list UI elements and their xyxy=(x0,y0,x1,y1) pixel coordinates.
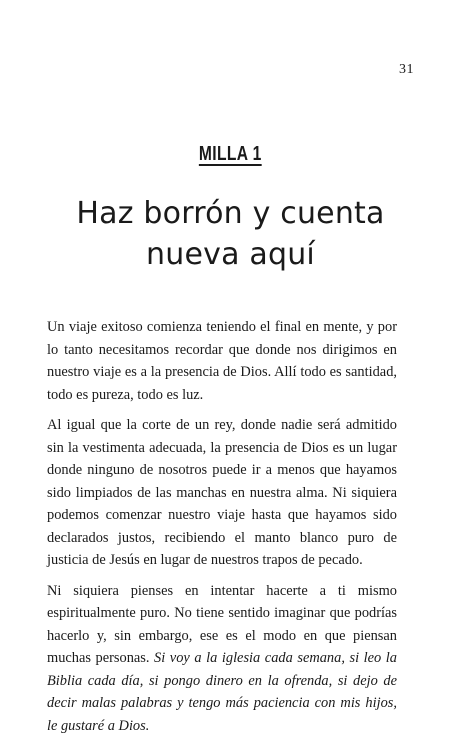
chapter-label: MILLA 1 xyxy=(199,143,262,165)
paragraph-3-italic: Si voy a la iglesia cada semana, si leo la Biblia cada día, si pongo dinero en la ofrenda, si dejo de decir malas palabras y tengo más paciencia con mis hijos, le gustaré a Dios. xyxy=(47,650,397,734)
paragraph-1 xyxy=(47,316,397,406)
body-text xyxy=(47,316,397,745)
chapter-title-line-2: nueva aquí xyxy=(146,237,315,272)
paragraph-2-text: Al igual que la corte de un rey, donde nadie será admitido sin la vestimenta adecuada, la presencia de Dios es un lugar donde ninguno de nosotros puede ir a menos que hayamos sido limpiados de las manchas en nuestra alma. Ni siquiera podemos comenzar nuestro viaje hasta que hayamos sido declarados justos, recibiendo el manto blanco puro de justicia de Jesús en lugar de nuestros trapos de pecado. xyxy=(47,417,397,568)
page-number: 31 xyxy=(399,62,414,77)
paragraph-3 xyxy=(47,580,397,738)
chapter-label-container xyxy=(0,143,461,166)
paragraph-1-text: Un viaje exitoso comienza teniendo el final en mente, y por lo tanto necesitamos recordar que donde nos dirigimos en nuestro viaje es a la presencia de Dios. Allí todo es santidad, todo es pureza, todo es luz. xyxy=(47,319,397,403)
paragraph-3-text: Ni siquiera pienses en intentar hacerte a ti mismo espiritualmente puro. No tiene sentido imaginar que podrías hacerlo y, sin embargo, ese es el modo en que piensan muchas personas. xyxy=(47,582,397,666)
paragraph-2 xyxy=(47,414,397,572)
chapter-title xyxy=(30,193,431,275)
chapter-title-line-1: Haz borrón y cuenta xyxy=(76,196,385,231)
